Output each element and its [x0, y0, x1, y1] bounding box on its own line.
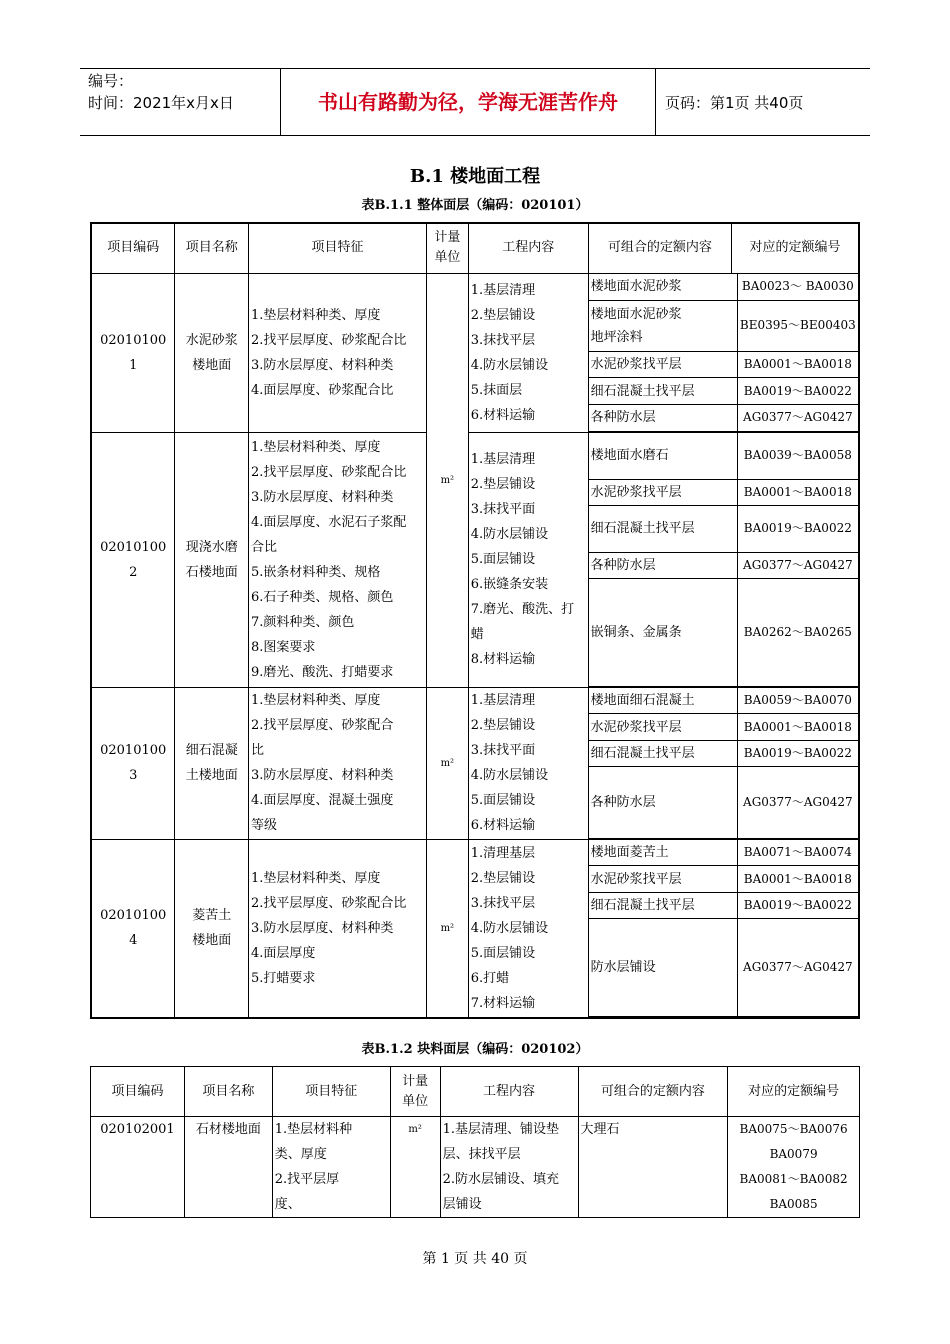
quota-number: BA0059～BA0070: [737, 688, 858, 714]
item-code: 020102001: [91, 1117, 185, 1218]
feature-line: 3.防水层厚度、材料种类: [251, 489, 394, 505]
work-line: 6.嵌缝条安装: [470, 577, 549, 592]
number-line: BA0075～BA0076: [739, 1122, 848, 1136]
item-name: [175, 273, 249, 432]
header-row: [91, 223, 859, 273]
text-line: 单位: [434, 250, 461, 266]
doc-date: 时间：2021年x月x日: [88, 94, 234, 112]
text-line: 菱苦土: [192, 908, 232, 923]
work-content: [468, 432, 588, 687]
work-line: 6.材料运输: [470, 407, 536, 423]
text-line: 2: [129, 564, 138, 580]
text-line: 石楼地面: [185, 564, 238, 580]
text-line: 土楼地面: [185, 768, 238, 783]
work-line: 1.基层清理、铺设垫: [442, 1122, 559, 1137]
quota-content: [589, 919, 738, 1016]
text-line: 02010100: [100, 332, 167, 348]
feature-line: 2.找平层厚度、砂浆配合比: [251, 895, 407, 911]
feature-line: 8.图案要求: [251, 639, 316, 655]
feature-line: 6.石子种类、规格、颜色: [251, 589, 394, 605]
quota-number: BA0001～BA0018: [737, 866, 858, 892]
number-line: BA0079: [769, 1147, 818, 1161]
text-line: 项目名称: [185, 240, 238, 256]
text-line: 工程内容: [483, 1083, 536, 1099]
header-cell: [468, 223, 588, 273]
item-features: [249, 839, 427, 1018]
work-content: [440, 1117, 578, 1218]
text-line: 细石混凝: [185, 743, 238, 758]
quota-row: [589, 300, 858, 351]
work-line: 蜡: [470, 627, 484, 642]
quota-content: [589, 552, 738, 578]
text-line: 嵌铜条、金属条: [590, 624, 682, 640]
quota-number: BA0262～BA0265: [737, 579, 858, 687]
quota-subtable: [589, 433, 858, 687]
feature-line: 比: [251, 743, 265, 758]
work-line: 4.防水层铺设: [470, 768, 549, 783]
table-row: [91, 1117, 860, 1218]
text-line: 计量: [434, 230, 461, 246]
quota-number: BA0001～BA0018: [737, 479, 858, 505]
text-line: 1: [129, 357, 138, 373]
text-line: 细石混凝土找平层: [590, 383, 695, 399]
header-motto: 书山有路勤为径，学海无涯苦作舟: [318, 90, 618, 114]
quota-number: [728, 1117, 860, 1218]
quota-row: [589, 479, 858, 505]
text-line: 各种防水层: [590, 557, 656, 573]
quota-row: [589, 866, 858, 892]
text-line: 工程内容: [502, 240, 555, 256]
text-line: 各种防水层: [590, 410, 656, 426]
quota-row: [589, 840, 858, 866]
work-line: 2.垫层铺设: [470, 870, 536, 886]
text-line: 各种防水层: [590, 794, 656, 810]
quota-contents: [588, 273, 859, 432]
work-content: [468, 273, 588, 432]
header-cell: [91, 1067, 185, 1117]
section-title: B.1 楼地面工程: [409, 166, 541, 187]
quota-number: BA0019～BA0022: [737, 740, 858, 766]
text-line: 楼地面细石混凝土: [590, 692, 695, 708]
item-name: [175, 432, 249, 687]
item-code: [91, 273, 175, 432]
quota-content: [589, 866, 738, 892]
text-line: 细石混凝土找平层: [590, 746, 695, 762]
quota-content: [589, 479, 738, 505]
work-line: 4.防水层铺设: [470, 920, 549, 936]
table-row: [91, 839, 859, 1018]
quota-number: BA0039～BA0058: [737, 433, 858, 480]
text-line: 水泥砂浆找平层: [590, 356, 682, 372]
quota-number: BA0023～ BA0030: [737, 274, 858, 301]
work-line: 3.抹找平层: [470, 332, 536, 348]
quota-row: [589, 351, 858, 378]
header-cell: [272, 1067, 390, 1117]
work-line: 6.打蜡: [470, 970, 510, 986]
table2-caption: 表B.1.2 块料面层（编码：020102）: [361, 1042, 589, 1057]
quota-content: [589, 714, 738, 740]
header-cell: [728, 1067, 860, 1117]
header-cell: [732, 223, 859, 273]
feature-line: 5.嵌条材料种类、规格: [251, 564, 381, 580]
work-line: 5.面层铺设: [470, 945, 536, 961]
feature-line: 1.垫层材料种类、厚度: [251, 439, 381, 455]
text-line: 楼地面水泥砂浆: [590, 306, 682, 322]
table-integral-surface: [90, 222, 860, 1019]
work-line: 3.抹找平面: [470, 502, 536, 517]
text-line: 细石混凝土找平层: [590, 521, 695, 537]
quota-contents: [588, 839, 859, 1018]
text-line: 楼地面: [192, 357, 232, 373]
feature-line: 4.面层厚度、砂浆配合比: [251, 382, 394, 398]
quota-number: BA0071～BA0074: [737, 840, 858, 866]
number-line: BA0081～BA0082: [739, 1172, 848, 1186]
work-line: 4.防水层铺设: [470, 357, 549, 373]
quota-content: [589, 579, 738, 687]
quota-subtable: [589, 840, 858, 1017]
header-cell: [390, 1067, 440, 1117]
item-name: [175, 687, 249, 839]
text-line: 项目特征: [311, 240, 364, 256]
work-line: 2.垫层铺设: [470, 718, 536, 733]
header-cell: [91, 223, 175, 273]
table1-caption: 表B.1.1 整体面层（编码：020101）: [361, 198, 589, 213]
work-line: 3.抹找平面: [470, 743, 536, 758]
quota-number: BA0001～BA0018: [737, 714, 858, 740]
feature-line: 2.找平层厚: [274, 1172, 340, 1187]
quota-content: [589, 506, 738, 553]
text-line: 楼地面水泥砂浆: [590, 279, 682, 295]
quota-subtable: [589, 274, 858, 432]
quota-subtable: [589, 688, 858, 839]
work-line: 3.抹找平层: [470, 895, 536, 911]
text-line: 4: [129, 933, 138, 948]
text-line: 现浇水磨: [185, 539, 238, 555]
work-line: 4.防水层铺设: [470, 527, 549, 542]
work-line: 5.面层铺设: [470, 552, 536, 567]
quota-row: [589, 274, 858, 301]
header-cell: [588, 223, 731, 273]
quota-row: [589, 506, 858, 553]
quota-number: BA0019～BA0022: [737, 378, 858, 405]
text-line: 楼地面水磨石: [590, 448, 669, 464]
quota-content: [589, 840, 738, 866]
feature-line: 1.垫层材料种类、厚度: [251, 870, 381, 886]
table-row: [91, 273, 859, 432]
quota-row: [589, 714, 858, 740]
table-row: [91, 687, 859, 839]
header-meta: [88, 70, 234, 114]
table-row: [91, 432, 859, 687]
quota-number: BE0395～BE00403: [737, 300, 858, 351]
text-line: 项目编码: [107, 240, 160, 256]
work-line: 2.垫层铺设: [470, 307, 536, 323]
item-features: [272, 1117, 390, 1218]
text-line: 防水层铺设: [590, 959, 656, 975]
unit-cell: m²: [426, 839, 468, 1018]
text-line: 3: [129, 768, 138, 783]
work-line: 7.磨光、酸洗、打: [470, 602, 575, 617]
feature-line: 4.面层厚度、水泥石子浆配: [251, 514, 407, 530]
doc-code-label: 编号：: [88, 72, 134, 90]
number-line: BA0085: [769, 1197, 818, 1211]
feature-line: 2.找平层厚度、砂浆配合比: [251, 332, 407, 348]
quota-number: AG0377～AG0427: [737, 552, 858, 578]
table-block-surface: [90, 1066, 860, 1218]
quota-row: [589, 767, 858, 838]
header-cell: [426, 223, 468, 273]
text-line: 02010100: [100, 908, 167, 923]
feature-line: 3.防水层厚度、材料种类: [251, 357, 394, 373]
feature-line: 类、厚度: [274, 1147, 327, 1162]
header-page-number: 页码：第1页 共40页: [665, 94, 804, 112]
quota-row: [589, 579, 858, 687]
feature-line: 1.垫层材料种类、厚度: [251, 307, 381, 323]
text-line: 可组合的定额内容: [607, 240, 712, 256]
quota-number: BA0001～BA0018: [737, 351, 858, 378]
work-line: 7.材料运输: [470, 995, 536, 1011]
quota-row: [589, 919, 858, 1016]
quota-row: [589, 892, 858, 918]
header-row: [91, 1067, 860, 1117]
item-code: [91, 839, 175, 1018]
quota-contents: [588, 432, 859, 687]
header-cell: [249, 223, 427, 273]
text-line: 水泥砂浆: [185, 332, 238, 348]
work-line: 层铺设: [442, 1197, 482, 1212]
feature-line: 度、: [274, 1197, 301, 1212]
text-line: 对应的定额编号: [749, 240, 841, 256]
feature-line: 等级: [251, 818, 278, 833]
text-line: 项目特征: [305, 1083, 358, 1099]
quota-content: [589, 767, 738, 838]
text-line: 02010100: [100, 743, 167, 758]
header-cell: [184, 1067, 272, 1117]
text-line: 楼地面菱苦土: [590, 844, 669, 860]
quota-content: [589, 688, 738, 714]
text-line: 水泥砂浆找平层: [590, 871, 682, 887]
item-name: [175, 839, 249, 1018]
feature-line: 3.防水层厚度、材料种类: [251, 920, 394, 936]
work-content: [468, 839, 588, 1018]
quota-number: AG0377～AG0427: [737, 919, 858, 1016]
work-line: 6.材料运输: [470, 818, 536, 833]
quota-number: AG0377～AG0427: [737, 404, 858, 431]
item-code: [91, 687, 175, 839]
quota-number: AG0377～AG0427: [737, 767, 858, 838]
quota-row: [589, 552, 858, 578]
item-features: [249, 432, 427, 687]
quota-content: [589, 404, 738, 431]
quota-content: [589, 892, 738, 918]
quota-row: [589, 378, 858, 405]
header-cell: [175, 223, 249, 273]
text-line: 水泥砂浆找平层: [590, 484, 682, 500]
feature-line: 5.打蜡要求: [251, 970, 316, 986]
work-line: 5.面层铺设: [470, 793, 536, 808]
item-name: 石材楼地面: [184, 1117, 272, 1218]
text-line: 计量: [402, 1073, 429, 1089]
work-line: 2.垫层铺设: [470, 477, 536, 492]
feature-line: 3.防水层厚度、材料种类: [251, 768, 394, 783]
quota-contents: [588, 687, 859, 839]
quota-content: [589, 300, 738, 351]
item-features: [249, 273, 427, 432]
text-line: 02010100: [100, 539, 167, 555]
unit-cell: m²: [426, 273, 468, 687]
header-cell: [578, 1067, 728, 1117]
feature-line: 合比: [251, 539, 278, 555]
quota-content: [589, 274, 738, 301]
quota-content: [589, 433, 738, 480]
quota-number: BA0019～BA0022: [737, 892, 858, 918]
item-features: [249, 687, 427, 839]
feature-line: 7.颜料种类、颜色: [251, 614, 355, 630]
quota-content: 大理石: [578, 1117, 728, 1218]
feature-line: 4.面层厚度、混凝土强度: [251, 793, 394, 808]
item-code: [91, 432, 175, 687]
work-line: 层、抹找平层: [442, 1147, 521, 1162]
work-line: 1.基层清理: [470, 282, 536, 298]
work-line: 1.基层清理: [470, 693, 536, 708]
text-line: 可组合的定额内容: [600, 1083, 705, 1099]
text-line: 项目编码: [111, 1083, 164, 1099]
feature-line: 9.磨光、酸洗、打蜡要求: [251, 664, 394, 680]
feature-line: 2.找平层厚度、砂浆配合比: [251, 464, 407, 480]
text-line: 水泥砂浆找平层: [590, 719, 682, 735]
text-line: 地坪涂料: [590, 329, 643, 345]
feature-line: 4.面层厚度: [251, 945, 316, 961]
text-line: 单位: [402, 1093, 429, 1109]
quota-row: [589, 433, 858, 480]
text-line: 对应的定额编号: [748, 1083, 840, 1099]
unit-cell: m²: [426, 687, 468, 839]
quota-content: [589, 740, 738, 766]
quota-content: [589, 378, 738, 405]
text-line: 项目名称: [202, 1083, 255, 1099]
work-line: 8.材料运输: [470, 652, 536, 667]
work-content: [468, 687, 588, 839]
work-line: 2.防水层铺设、填充: [442, 1172, 559, 1187]
text-line: 细石混凝土找平层: [590, 897, 695, 913]
quota-content: [589, 351, 738, 378]
text-line: 楼地面: [192, 933, 232, 948]
feature-line: 1.垫层材料种类、厚度: [251, 693, 381, 708]
quota-row: [589, 740, 858, 766]
unit-cell: m²: [390, 1117, 440, 1218]
feature-line: 2.找平层厚度、砂浆配合: [251, 718, 394, 733]
work-line: 5.抹面层: [470, 382, 523, 398]
quota-row: [589, 404, 858, 431]
page-footer: 第 1 页 共 40 页: [422, 1251, 528, 1267]
work-line: 1.基层清理: [470, 452, 536, 467]
quota-row: [589, 688, 858, 714]
quota-number: BA0019～BA0022: [737, 506, 858, 553]
header-cell: [440, 1067, 578, 1117]
feature-line: 1.垫层材料种: [274, 1122, 353, 1137]
work-line: 1.清理基层: [470, 845, 536, 861]
